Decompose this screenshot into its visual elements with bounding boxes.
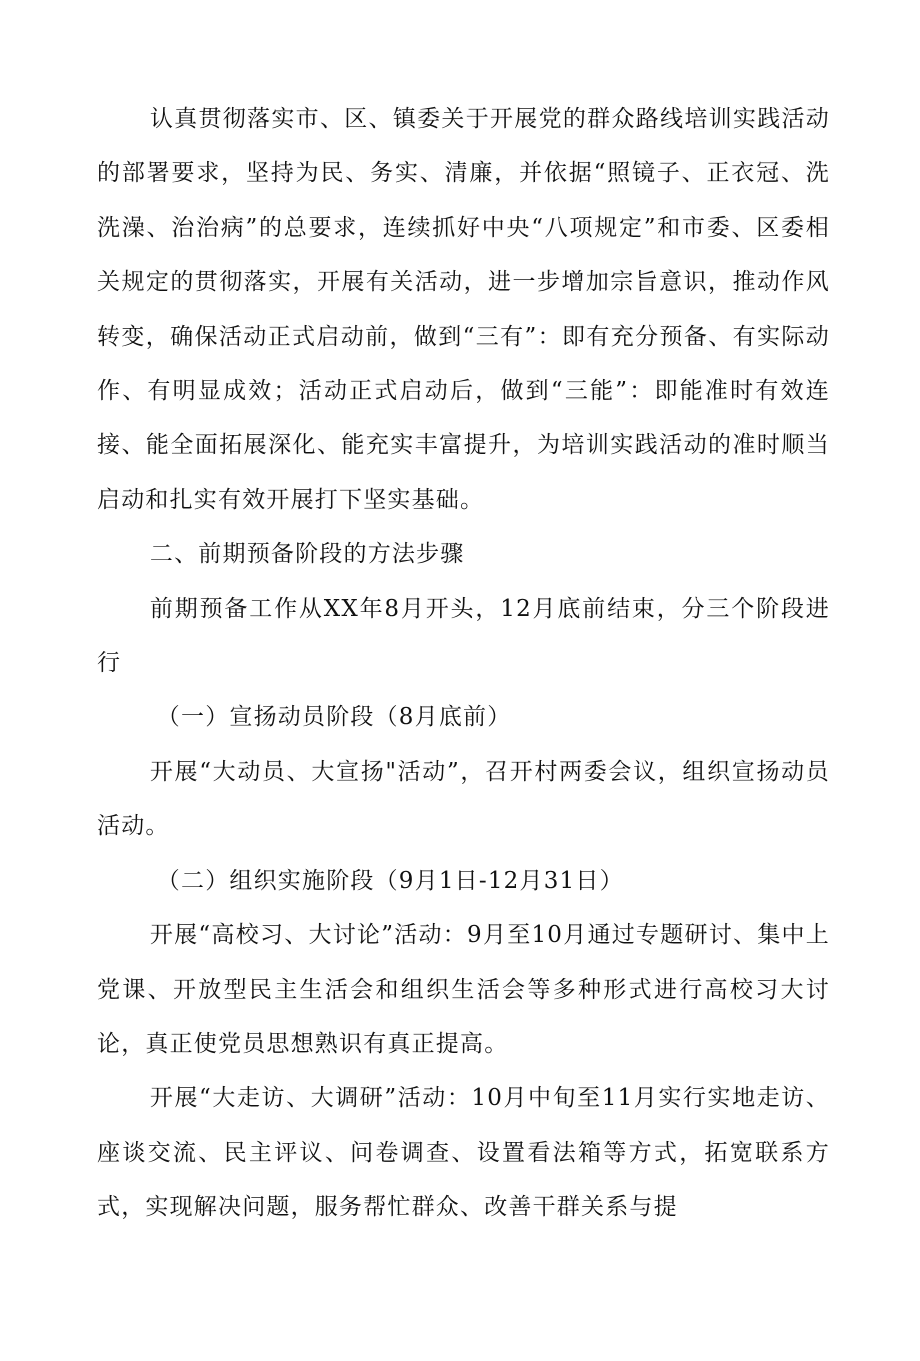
subheading-stage-2: （二）组织实施阶段（9月1日-12月31日）: [156, 867, 624, 894]
subheading-stage-1: （一）宣扬动员阶段（8月底前）: [156, 704, 512, 731]
paragraph-intro: 认真贯彻落实市、区、镇委关于开展党的群众路线培训实践活动的部署要求，坚持为民、务实、清廉，并依据“照镜子、正衣冠、洗洗澡、治治病”的总要求，连续抓好中央“八项规定”和市委、区委相关规定的贯彻落实，开展有关活动，进一步增加宗旨意识，推动作风转变，确保活动正式启动前，做到“三有”：即有充分预备、有实际动作、有明显成效；活动正式启动后，做到“三能”：即能准时有效连接、能全面拓展深化、能充实丰富提升，为培训实践活动的准时顺当启动和扎实有效开展打下坚实基础。: [97, 106, 830, 513]
paragraph-study-discussion: 开展“高校习、大讨论”活动：9月至10月通过专题研讨、集中上党课、开放型民主生活会和组织生活会等多种形式进行高校习大讨论，真正使党员思想熟识有真正提高。: [97, 922, 830, 1057]
document-body: [97, 92, 830, 1235]
paragraph-visit-research: 开展“大走访、大调研”活动：10月中旬至11月实行实地走访、座谈交流、民主评议、问卷调查、设置看法箱等方式，拓宽联系方式，实现解决问题，服务帮忙群众、改善干群关系与提: [97, 1085, 830, 1221]
paragraph-timeline: 前期预备工作从XX年8月开头，12月底前结束，分三个阶段进行: [97, 595, 830, 677]
paragraph-stage-1: 开展“大动员、大宣扬"活动”，召开村两委会议，组织宣扬动员活动。: [97, 758, 830, 840]
section-heading-2: 二、前期预备阶段的方法步骤: [149, 541, 465, 568]
